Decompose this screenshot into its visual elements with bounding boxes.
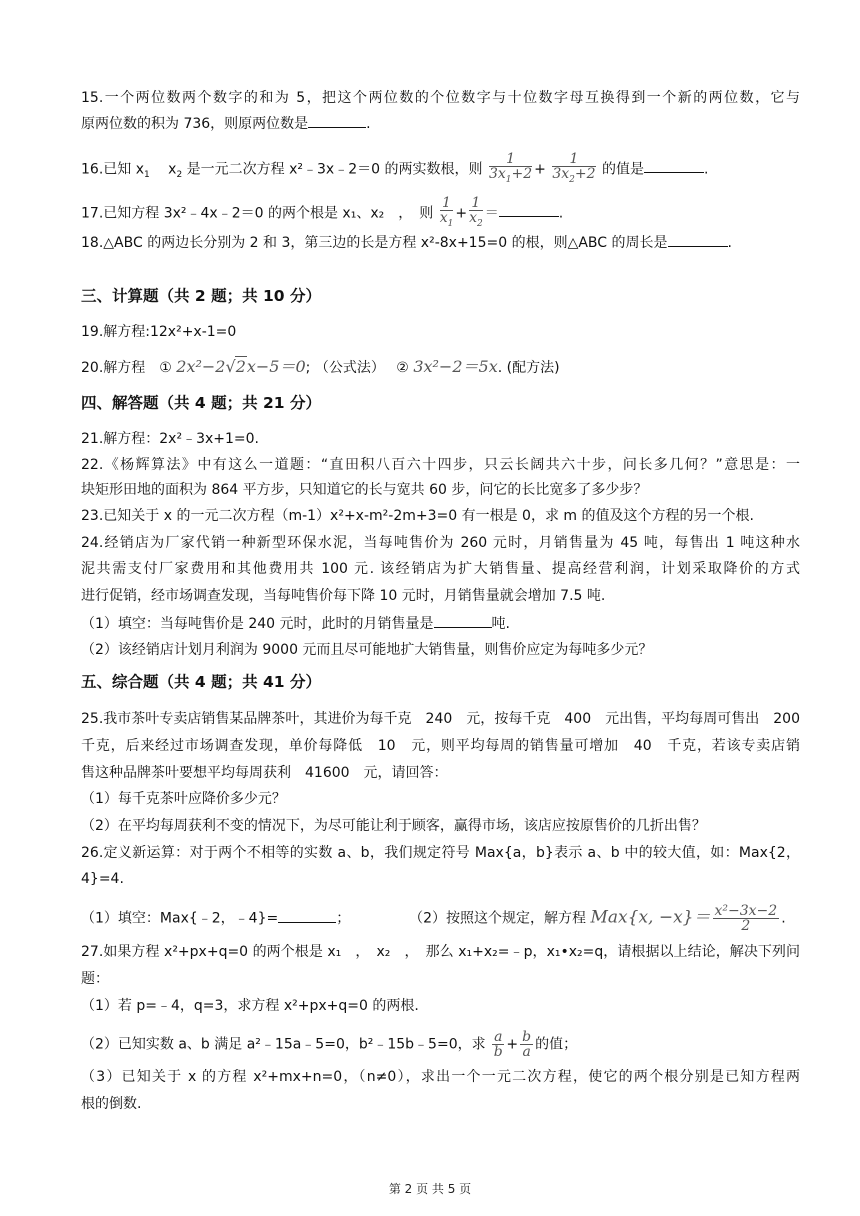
q24-part2: （2）该经销店计划月利润为 9000 元而且尽可能地扩大销售量，则售价应定为每吨多少元？ [81, 642, 653, 658]
q25-line2: 千克，后来经过市场调查发现，单价每降低 10 元，则平均每周的销售量可增加 40 千克，若该专卖店销 [81, 738, 800, 754]
q27-part3-line2: 根的倒数. [81, 1096, 142, 1112]
section-3-heading: 三、计算题（共 2 题；共 10 分） [81, 287, 321, 305]
q24-line2: 泥共需支付厂家费用和其他费用共 100 元. 该经销店为扩大销售量、提高经营利润，计划采取降价的方式 [81, 561, 800, 577]
equation-2: 3x²−2＝5x [413, 357, 498, 376]
q23: 23.已知关于 x 的一元二次方程（m-1）x²+x-m²-2m+3=0 有一根是 0，求 m 的值及这个方程的另一个根. [81, 508, 754, 524]
max-equation: Max{x, −x}＝ [590, 907, 711, 928]
q25-part1: （1）每千克茶叶应降价多少元？ [81, 791, 286, 807]
answer-blank [434, 613, 492, 628]
fraction-b-over-a: $\frac{b}{a}$ [522, 1029, 532, 1060]
fraction-1-over-x1: $\frac{1}{x_1}$ [439, 195, 454, 229]
q27-line1: 27.如果方程 x²+px+q=0 的两个根是 x₁ ， x₂ ， 那么 x₁+x₂=﹣p，x₁•x₂=q，请根据以上结论，解决下列问 [81, 944, 800, 960]
fraction-a-over-b: $\frac{a}{b}$ [493, 1029, 503, 1060]
fraction-1: $\frac{1}{3x_1+2}$ [488, 151, 533, 185]
q15-line2: 原两位数的积为 736，则原两位数是 . [81, 113, 800, 134]
q26-line1: 26.定义新运算：对于两个不相等的实数 a、b，我们规定符号 Max{a，b}表示 a、b 中的较大值，如：Max{2， [81, 845, 800, 861]
q27-part1: （1）若 p=﹣4，q=3，求方程 x²+px+q=0 的两根. [81, 998, 419, 1014]
q15-text: 原两位数的积为 736，则原两位数是 [81, 116, 309, 132]
q19: 19.解方程:12x²+x-1=0 [81, 324, 237, 340]
q22-line1: 22.《杨辉算法》中有这么一道题：“直田积八百六十四步，只云长阔共六十步，问长多几何？”意思是：一 [81, 457, 800, 473]
fraction-1-over-x2: $\frac{1}{x_2}$ [469, 195, 483, 229]
answer-blank [644, 158, 704, 173]
page-footer: 第 2 页 共 5 页 [388, 1182, 472, 1196]
q25-line1: 25.我市茶叶专卖店销售某品牌茶叶，其进价为每千克 240 元，按每千克 400 元出售，平均每周可售出 200 [81, 711, 800, 727]
q15-line1: 15.一个两位数两个数字的和为 5，把这个两位数的个位数字与十位数字母互换得到一个新的两位数，它与 [81, 90, 800, 106]
q27-part3-line1: （3）已知关于 x 的方程 x²+mx+n=0，（n≠0），求出一个一元二次方程，使它的两个根分别是已知方程两 [81, 1069, 800, 1085]
q24-line1: 24.经销店为厂家代销一种新型环保水泥，当每吨售价为 260 元时，月销售量为 45 吨，每售出 1 吨这种水 [81, 535, 800, 551]
answer-blank [308, 113, 366, 128]
q24-line3: 进行促销，经市场调查发现，当每吨售价每下降 10 元时，月销售量就会增加 7.5 吨. [81, 588, 606, 604]
fraction-quadratic: $\frac{\text{x²−3x−2}}{2}$ [714, 903, 778, 934]
answer-blank [499, 202, 559, 217]
q26-parts: （1）填空：Max{﹣2，﹣4}= ； （2）按照这个规定，解方程 Max{x, −x}＝ $\frac{\text{x²−3x−2}}{2}$ . [81, 903, 786, 934]
q27-line2: 题： [81, 971, 109, 987]
q22-line2: 块矩形田地的面积为 864 平方步，只知道它的长与宽共 60 步，问它的长比宽多了多少步？ [81, 482, 648, 498]
q18: 18.△ABC 的两边长分别为 2 和 3，第三边的长是方程 x²-8x+15=0 的根，则△ABC 的周长是 . [81, 232, 800, 253]
section-4-heading: 四、解答题（共 4 题；共 21 分） [81, 394, 321, 412]
q27-part2: （2）已知实数 a、b 满足 a²﹣15a﹣5=0，b²﹣15b﹣5=0，求 $\frac{a}{b}$ + $\frac{b}{a}$ 的值； [81, 1029, 578, 1060]
answer-blank [668, 232, 728, 247]
fraction-2: $\frac{1}{3x_2+2}$ [552, 151, 596, 185]
q20: 20.解方程 ① 2x²−2√2x−5＝0; （公式法） ② 3x²−2＝5x. (配方法) [81, 357, 560, 376]
q25-part2: （2）在平均每周获利不变的情况下，为尽可能让利于顾客，赢得市场，该店应按原售价的几折出售？ [81, 818, 706, 834]
q25-line3: 售这种品牌茶叶要想平均每周获利 41600 元，请回答： [81, 765, 448, 781]
q16: 16.已知 $x_1$ $x_2$ 是一元二次方程 x²﹣3x﹣2＝0 的两实数根，则 $\frac{1}{3x_1+2}$ + $\frac{1}{3x_2+2}$ 的值是 . [81, 151, 709, 185]
q24-part1: （1）填空：当每吨售价是 240 元时，此时的月销售量是 吨. [81, 613, 800, 634]
section-5-heading: 五、综合题（共 4 题；共 41 分） [81, 673, 321, 691]
q21: 21.解方程：2x²﹣3x+1=0. [81, 431, 259, 447]
equation-1: 2x²−2√2x−5＝0 [176, 357, 306, 376]
answer-blank [278, 908, 336, 923]
q26-line2: 4}=4. [81, 871, 124, 887]
q17: 17.已知方程 3x²﹣4x﹣2＝0 的两个根是 x₁、x₂ ， 则 $\frac{1}{x_1}$ + $\frac{1}{x_2}$ ＝ . [81, 195, 564, 229]
